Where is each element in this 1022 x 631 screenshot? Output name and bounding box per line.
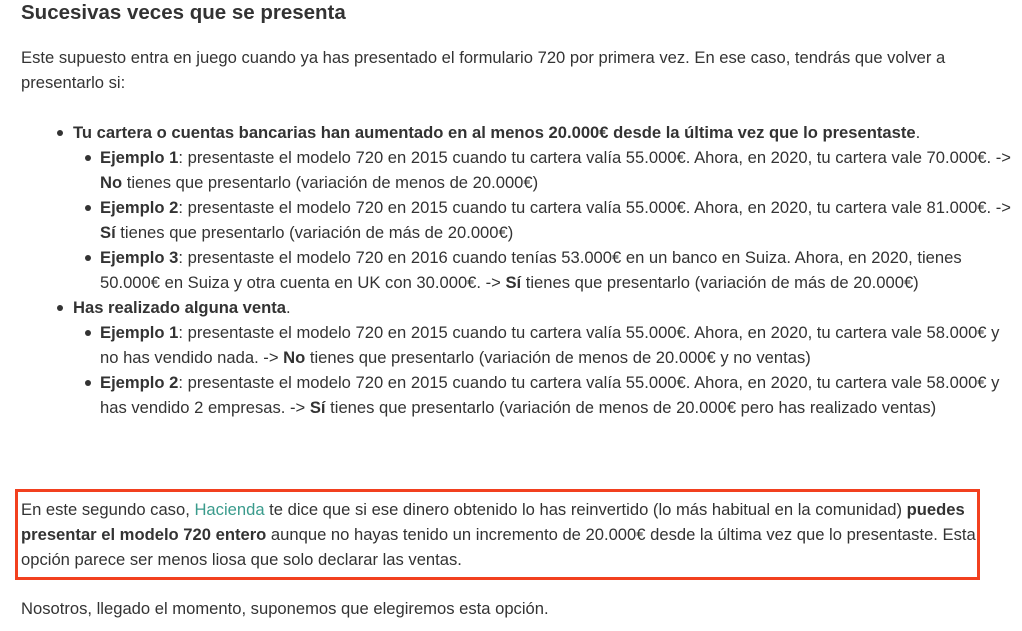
text: : presentaste el modelo 720 en 2015 cuando tu cartera valía 55.000€. Ahora, en 2020, tu cartera vale 58.000€ y has vendido 2 empresas. ->	[100, 373, 1000, 417]
condition-title: Has realizado alguna venta	[73, 298, 287, 317]
text: : presentaste el modelo 720 en 2015 cuando tu cartera valía 55.000€. Ahora, en 2020, tu cartera vale 81.000€. ->	[178, 198, 1011, 217]
conditions-list	[21, 120, 1016, 420]
text: .	[915, 123, 921, 142]
condition-item	[21, 120, 1016, 295]
text: : presentaste el modelo 720 en 2015 cuando tu cartera valía 55.000€. Ahora, en 2020, tu cartera vale 58.000€ y no has vendido nada. ->	[100, 323, 1000, 367]
text: tienes que presentarlo (variación de más de 20.000€)	[521, 273, 919, 292]
text: : presentaste el modelo 720 en 2015 cuando tu cartera valía 55.000€. Ahora, en 2020, tu cartera vale 70.000€. ->	[178, 148, 1011, 167]
text: tienes que presentarlo (variación de menos de 20.000€ pero has realizado ventas)	[325, 398, 937, 417]
highlight-box	[15, 489, 980, 580]
section-heading: Sucesivas veces que se presenta	[21, 1, 346, 24]
example-label: Ejemplo 2	[100, 373, 179, 392]
verdict: No	[283, 348, 306, 367]
text: : presentaste el modelo 720 en 2016 cuando tenías 53.000€ en un banco en Suiza. Ahora, en 2020, tienes 50.000€ en Suiza y otra cuenta en UK con 30.000€. ->	[100, 248, 962, 292]
condition-item	[21, 295, 1016, 420]
text: aunque no hayas tenido un incremento de 20.000€ desde la última vez que lo presentaste. Esta opción parece ser menos liosa que solo declarar las ventas.	[21, 525, 976, 569]
verdict: Sí	[309, 398, 326, 417]
text: En este segundo caso,	[21, 500, 195, 519]
example-label: Ejemplo 2	[100, 198, 179, 217]
verdict: Sí	[100, 223, 116, 242]
condition-title: Tu cartera o cuentas bancarias han aumentado en al menos 20.000€ desde la última vez que lo presentaste	[73, 123, 916, 142]
text: tienes que presentarlo (variación de menos de 20.000€)	[122, 173, 539, 192]
example-label: Ejemplo 3	[100, 248, 179, 267]
examples-list	[75, 145, 1016, 295]
highlight-paragraph	[21, 497, 981, 572]
example-item	[75, 145, 1016, 195]
text: tienes que presentarlo (variación de más de 20.000€)	[115, 223, 514, 242]
bold-text: puedes presentar el modelo 720 entero	[21, 500, 965, 544]
text: te dice que si ese dinero obtenido lo has reinvertido (lo más habitual en la comunidad)	[264, 500, 907, 519]
example-label: Ejemplo 1	[100, 148, 179, 167]
example-item	[75, 195, 1016, 245]
example-item	[75, 245, 1016, 295]
intro-paragraph: Este supuesto entra en juego cuando ya has presentado el formulario 720 por primera vez. En ese caso, tendrás que volver a presentarlo si:	[21, 48, 946, 92]
examples-list	[75, 320, 1016, 420]
hacienda-link[interactable]: Hacienda	[194, 500, 265, 519]
verdict: No	[100, 173, 123, 192]
verdict: Sí	[505, 273, 522, 292]
example-item	[75, 370, 1016, 420]
example-label: Ejemplo 1	[100, 323, 179, 342]
example-item	[75, 320, 1016, 370]
text: .	[286, 298, 291, 317]
closing-paragraph: Nosotros, llegado el momento, suponemos que elegiremos esta opción.	[21, 599, 549, 618]
text: tienes que presentarlo (variación de menos de 20.000€ y no ventas)	[305, 348, 811, 367]
